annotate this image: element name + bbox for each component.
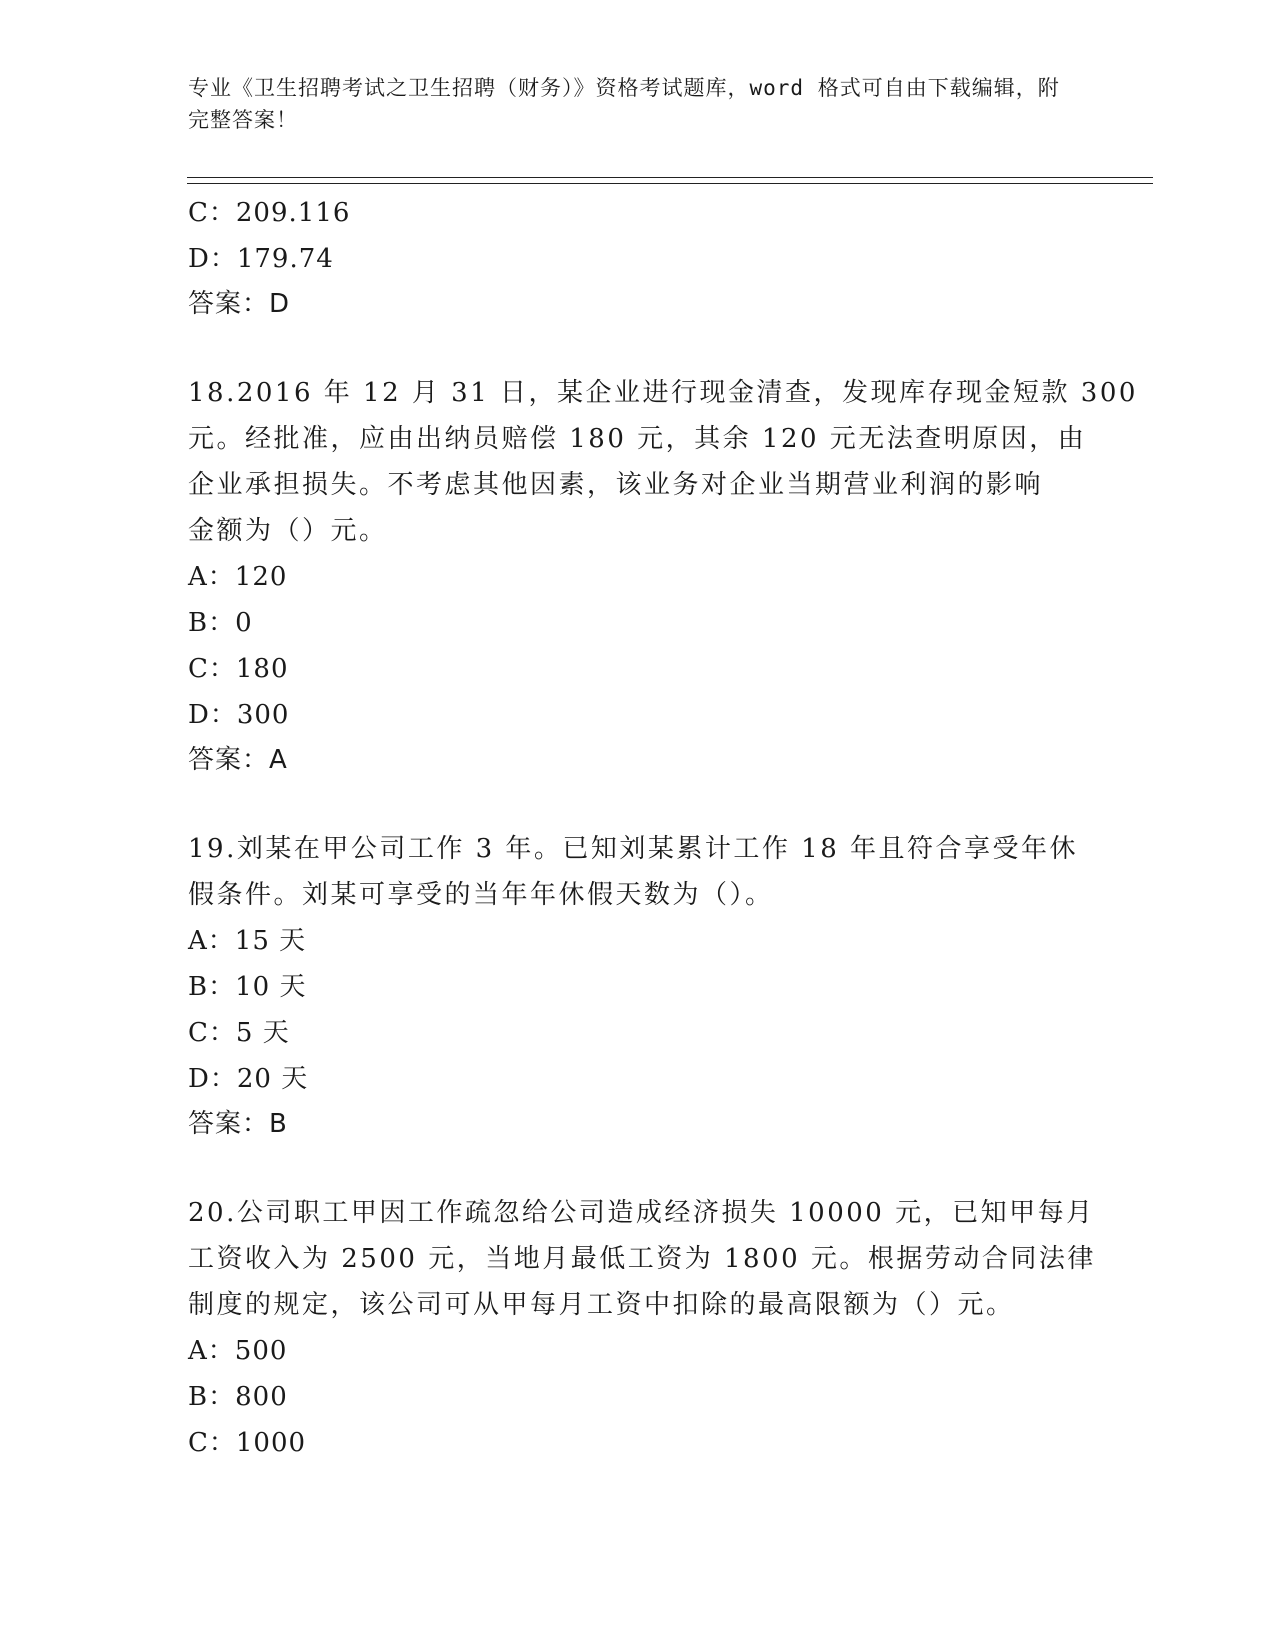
question-20 xyxy=(188,1190,1096,1466)
question-stem-line: 工资收入为 2500 元，当地月最低工资为 1800 元。根据劳动合同法律 xyxy=(188,1244,1096,1274)
option-d: D：179.74 xyxy=(188,244,334,274)
question-stem-line: 元。经批准，应由出纳员赔偿 180 元，其余 120 元无法查明原因，由 xyxy=(188,424,1087,454)
question-stem-line: 企业承担损失。不考虑其他因素，该业务对企业当期营业利润的影响 xyxy=(188,470,1044,500)
question-stem-line: 18.2016 年 12 月 31 日，某企业进行现金清查，发现库存现金短款 300 xyxy=(188,378,1138,408)
document-header: 专业《卫生招聘考试之卫生招聘（财务）》资格考试题库，word 格式可自由下载编辑，附完整答案！ xyxy=(188,76,1060,132)
question-18 xyxy=(188,370,1138,782)
carryover-question xyxy=(188,190,1088,326)
answer-line: 答案：A xyxy=(188,745,288,775)
option-b: B：800 xyxy=(188,1382,288,1412)
document-body xyxy=(188,190,1138,1466)
question-stem-line: 金额为（）元。 xyxy=(188,516,388,546)
option-c: C：1000 xyxy=(188,1428,307,1458)
spacer xyxy=(188,1146,1088,1190)
answer-line: 答案：B xyxy=(188,1109,288,1139)
option-a: A：500 xyxy=(188,1336,288,1366)
option-a: A：120 xyxy=(188,562,288,592)
option-c: C：180 xyxy=(188,654,289,684)
option-b: B：10 天 xyxy=(188,972,307,1002)
option-c: C：5 天 xyxy=(188,1018,290,1048)
option-b: B：0 xyxy=(188,608,253,638)
question-stem-line: 19.刘某在甲公司工作 3 年。已知刘某累计工作 18 年且符合享受年休 xyxy=(188,834,1079,864)
question-stem-line: 20.公司职工甲因工作疏忽给公司造成经济损失 10000 元，已知甲每月 xyxy=(188,1198,1095,1228)
spacer xyxy=(188,326,1088,370)
spacer xyxy=(188,782,1088,826)
option-d: D：300 xyxy=(188,700,290,730)
header-rule-bottom xyxy=(187,183,1153,184)
option-d: D：20 天 xyxy=(188,1064,309,1094)
question-stem-line: 假条件。刘某可享受的当年年休假天数为（）。 xyxy=(188,880,774,910)
question-19 xyxy=(188,826,1088,1146)
question-stem-line: 制度的规定，该公司可从甲每月工资中扣除的最高限额为（）元。 xyxy=(188,1290,1015,1320)
header-rule-top xyxy=(187,177,1153,178)
answer-line: 答案：D xyxy=(188,289,291,319)
option-c: C：209.116 xyxy=(188,198,351,228)
option-a: A：15 天 xyxy=(188,926,307,956)
